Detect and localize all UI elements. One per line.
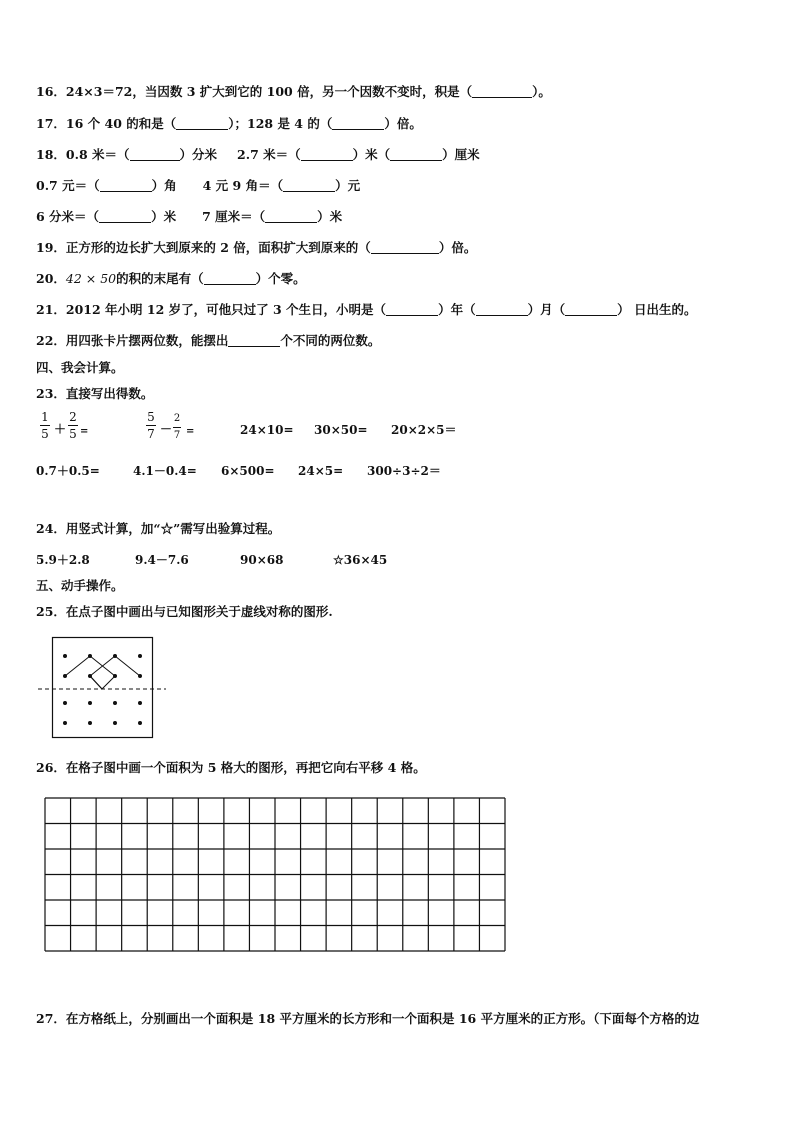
calc-item: 300÷3÷2＝: [367, 464, 441, 478]
calc-item: 5.9＋2.8: [36, 553, 90, 567]
question-24-title: 24．用竖式计算，加“☆”需写出验算过程。: [36, 521, 281, 536]
calc-item: 6×500=: [221, 464, 275, 478]
calc-item: ☆36×45: [333, 553, 388, 567]
given-shape-edge: [90, 676, 102, 689]
square-grid[interactable]: [44, 797, 506, 952]
question-20: 20．42 × 50的积的末尾有（ ）个零。: [36, 271, 306, 286]
question-21: 21．2012 年小明 12 岁了，可他只过了 3 个生日，小明是（ ）年（ ）月（ ） 日出生的。: [36, 302, 697, 317]
answer-blank[interactable]: [472, 85, 532, 98]
answer-blank[interactable]: [265, 210, 317, 223]
section-heading-4: 四、我会计算。: [36, 360, 124, 375]
answer-blank[interactable]: [228, 334, 280, 347]
calc-item: 30×50=: [314, 423, 368, 437]
answer-blank[interactable]: [386, 303, 438, 316]
math-expression: 42 × 50: [65, 271, 117, 286]
fraction: 2 5: [69, 410, 77, 441]
answer-blank[interactable]: [176, 117, 228, 130]
dot-grid-frame: [53, 638, 153, 738]
fraction: 5 7: [147, 410, 155, 441]
calc-item: 20×2×5＝: [391, 423, 457, 437]
question-27: 27．在方格纸上，分别画出一个面积是 18 平方厘米的长方形和一个面积是 16 平方厘米的正方形。（下面每个方格的边: [36, 1011, 700, 1026]
question-18-line-2: 0.7 元＝（ ）角 4 元 9 角＝（ ）元: [36, 178, 361, 193]
calc-item: 9.4－7.6: [135, 553, 189, 567]
fraction: 1 5: [41, 410, 49, 441]
equals-sign: =: [80, 426, 89, 437]
question-16: 16．24×3＝72，当因数 3 扩大到它的 100 倍，另一个因数不变时，积是（ ）。: [36, 84, 551, 99]
answer-blank[interactable]: [565, 303, 617, 316]
calc-item: 0.7＋0.5=: [36, 464, 100, 478]
answer-blank[interactable]: [99, 210, 151, 223]
question-22: 22．用四张卡片摆两位数，能摆出 个不同的两位数。: [36, 333, 381, 348]
section-heading-5: 五、动手操作。: [36, 578, 124, 593]
question-18-line-3: 6 分米＝（ ）米 7 厘米＝（ ）米: [36, 209, 343, 224]
calc-item: 4.1－0.4=: [133, 464, 197, 478]
dot-grid-figure[interactable]: [36, 636, 170, 742]
fraction: 2 7: [173, 413, 181, 441]
question-25: 25．在点子图中画出与已知图形关于虚线对称的图形.: [36, 604, 333, 619]
answer-blank[interactable]: [332, 117, 384, 130]
equals-sign: =: [186, 426, 195, 437]
answer-blank[interactable]: [301, 148, 353, 161]
calc-item: 24×5=: [298, 464, 344, 478]
question-23-title: 23．直接写出得数。: [36, 386, 154, 401]
answer-blank[interactable]: [283, 179, 335, 192]
answer-blank[interactable]: [130, 148, 180, 161]
calc-item: 24×10=: [240, 423, 294, 437]
question-18-line-1: 18．0.8 米＝（ ）分米 2.7 米＝（ ）米（ ）厘米: [36, 147, 480, 162]
question-26: 26．在格子图中画一个面积为 5 格大的图形，再把它向右平移 4 格。: [36, 760, 426, 775]
given-shape: [65, 656, 140, 689]
question-17: 17．16 个 40 的和是（ ）；128 是 4 的（ ）倍。: [36, 116, 422, 131]
question-19: 19．正方形的边长扩大到原来的 2 倍，面积扩大到原来的（ ）倍。: [36, 240, 477, 255]
calc-item: 90×68: [240, 553, 284, 567]
answer-blank[interactable]: [100, 179, 152, 192]
answer-blank[interactable]: [476, 303, 528, 316]
answer-blank[interactable]: [204, 272, 256, 285]
minus-sign: －: [160, 422, 173, 436]
answer-blank[interactable]: [371, 241, 439, 254]
answer-blank[interactable]: [390, 148, 442, 161]
plus-sign: ＋: [54, 422, 67, 436]
